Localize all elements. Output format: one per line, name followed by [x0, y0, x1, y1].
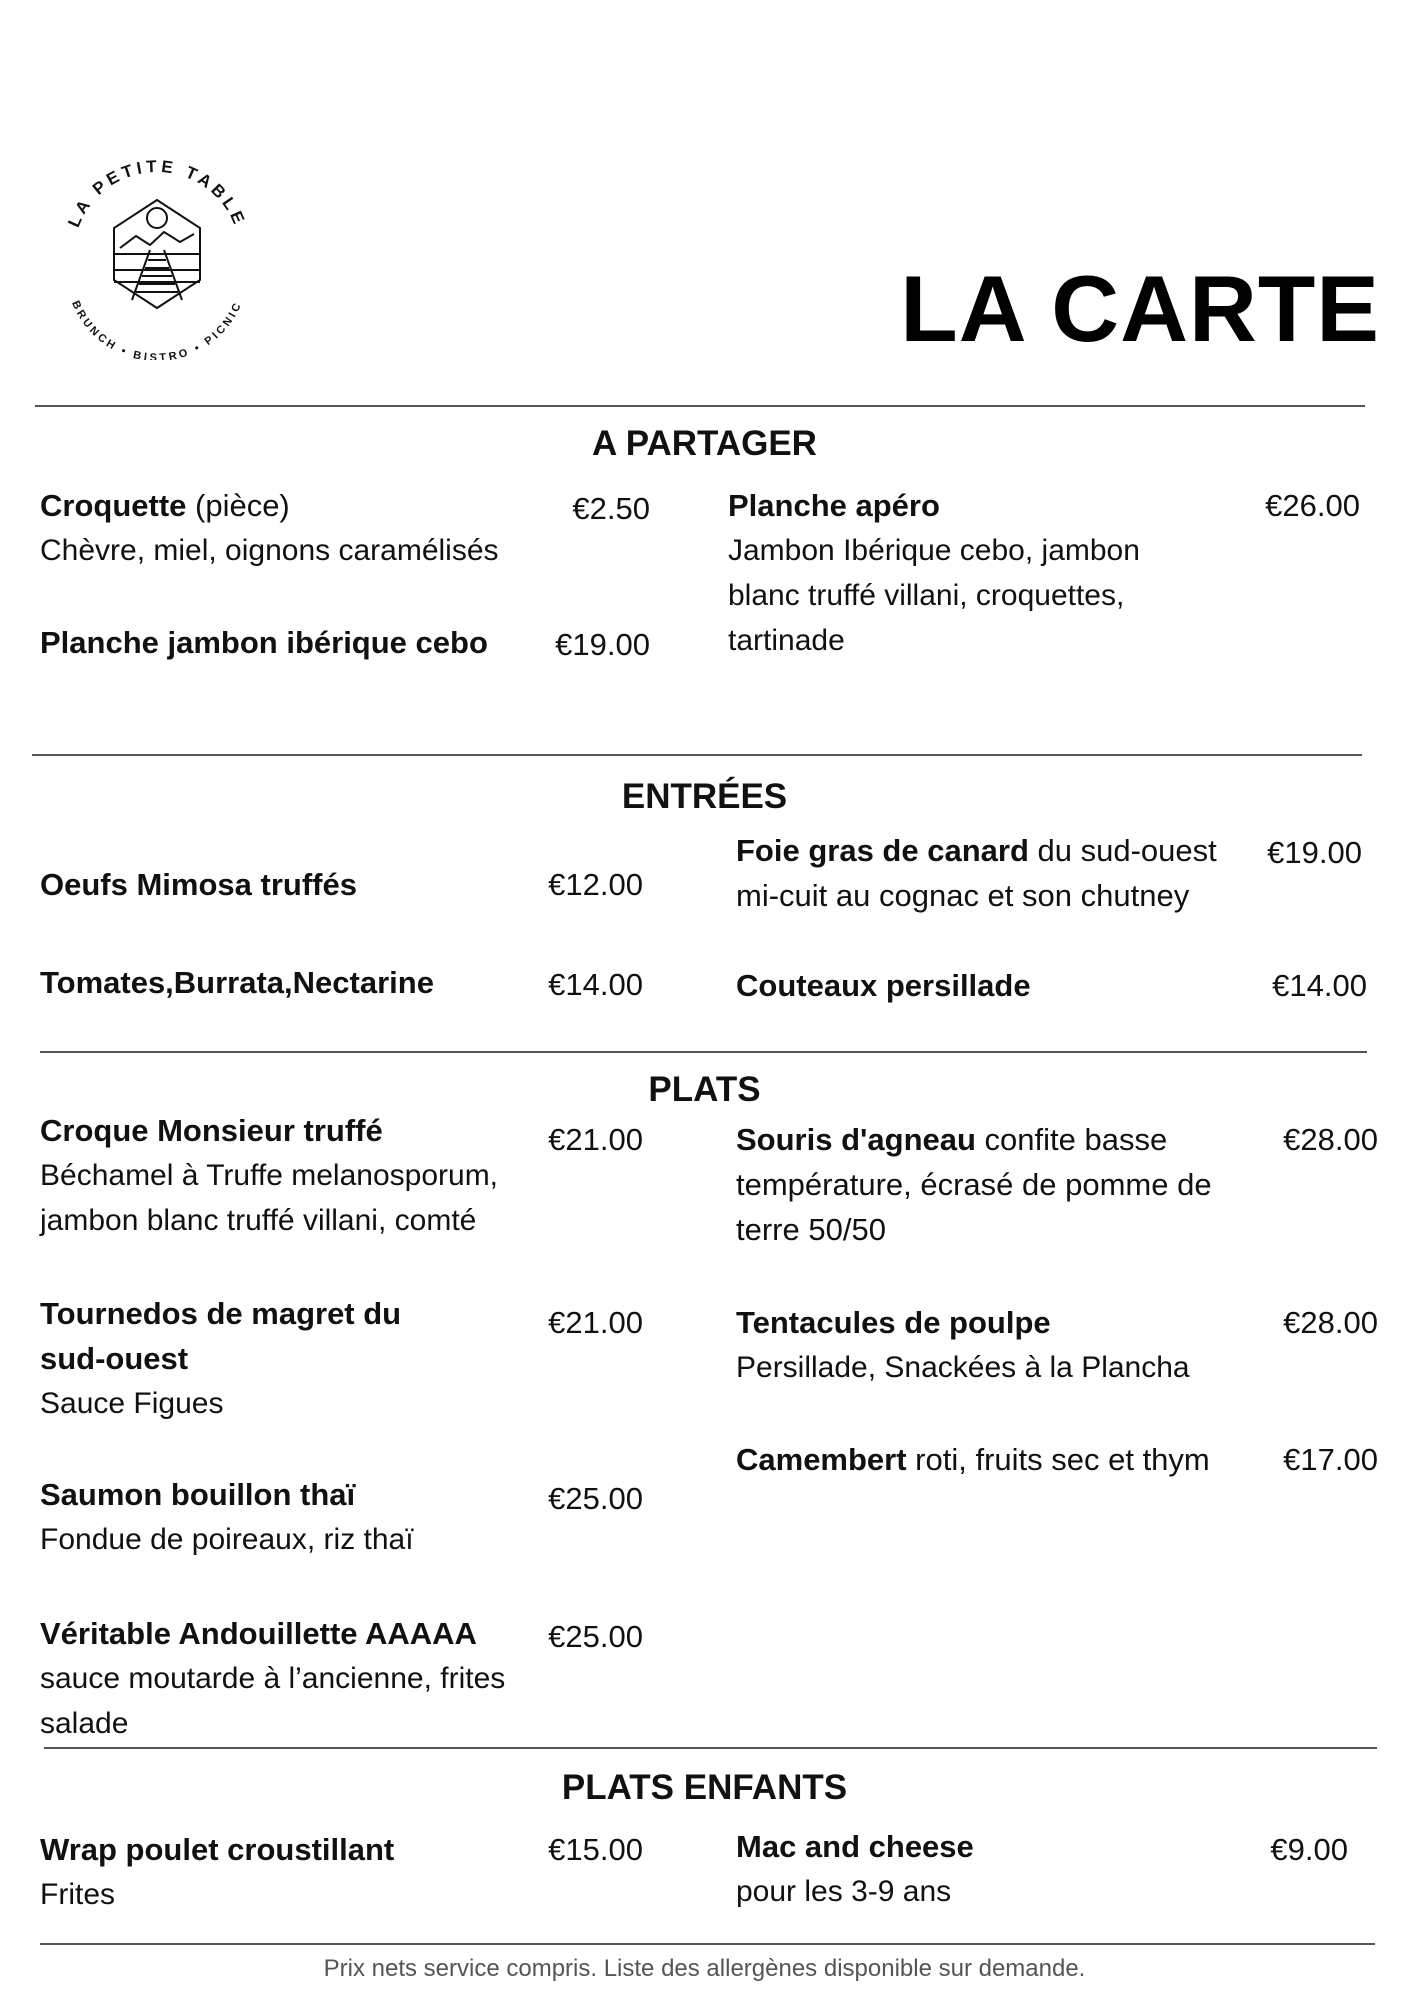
restaurant-logo	[52, 150, 262, 360]
item-name: Souris d'agneau	[736, 1122, 976, 1157]
menu-item-planche-apero	[728, 483, 1188, 663]
item-price: €28.00	[1283, 1122, 1378, 1157]
item-description: Béchamel à Truffe melanosporum, jambon blanc truffé villani, comté	[40, 1159, 499, 1237]
item-price: €14.00	[548, 967, 643, 1002]
menu-item-croquette	[40, 483, 560, 573]
section-title-enfants: PLATS ENFANTS	[561, 1768, 848, 1807]
item-name: Véritable Andouillette AAAAA	[40, 1616, 477, 1651]
item-name: Tentacules de poulpe	[736, 1305, 1051, 1340]
item-description: Fondue de poireaux, riz thaï	[40, 1523, 414, 1556]
item-description: pour les 3-9 ans	[736, 1875, 952, 1908]
menu-item-croque-monsieur	[40, 1108, 540, 1243]
item-name: Planche apéro	[728, 488, 940, 523]
menu-item-poulpe	[736, 1300, 1216, 1390]
divider	[44, 1747, 1377, 1749]
item-price: €19.00	[1267, 835, 1362, 870]
item-description: Jambon Ibérique cebo, jambon blanc truffé villani, croquettes, tartinade	[728, 534, 1140, 657]
menu-item-saumon	[40, 1472, 540, 1562]
item-description: Sauce Figues	[40, 1387, 224, 1420]
item-name: Saumon bouillon thaï	[40, 1477, 356, 1512]
item-name: Tournedos de magret du sud-ouest	[40, 1296, 402, 1376]
item-description: Chèvre, miel, oignons caramélisés	[40, 534, 499, 567]
item-price: €17.00	[1283, 1442, 1378, 1477]
item-description: sauce moutarde à l’ancienne, frites salade	[40, 1662, 506, 1740]
item-name-detail: confite basse température, écrasé de pomme de terre 50/50	[736, 1122, 1212, 1247]
footer-note: Prix nets service compris. Liste des allergènes disponible sur demande.	[323, 1955, 1086, 1982]
menu-item-wrap	[40, 1827, 540, 1917]
section-title-entrees: ENTRÉES	[621, 777, 788, 816]
menu-item-camembert	[736, 1437, 1256, 1482]
divider	[40, 1943, 1375, 1945]
menu-item-couteaux: Couteaux persillade	[736, 968, 1031, 1003]
menu-item-tomates-burrata: Tomates,Burrata,Nectarine	[40, 965, 434, 1000]
item-price: €21.00	[548, 1305, 643, 1340]
item-description: Persillade, Snackées à la Plancha	[736, 1351, 1190, 1384]
item-name-detail: (pièce)	[186, 488, 290, 523]
item-price: €26.00	[1265, 488, 1360, 523]
menu-item-foie-gras	[736, 828, 1226, 918]
menu-item-planche-jambon	[40, 620, 560, 665]
item-name: Wrap poulet croustillant	[40, 1832, 395, 1867]
menu-item-mac-cheese	[736, 1824, 1176, 1914]
item-price: €9.00	[1270, 1832, 1348, 1867]
menu-item-oeufs-mimosa: Oeufs Mimosa truffés	[40, 867, 357, 902]
item-name: Mac and cheese	[736, 1829, 974, 1864]
item-price: €28.00	[1283, 1305, 1378, 1340]
item-name: Foie gras de canard	[736, 833, 1029, 868]
item-price: €25.00	[548, 1619, 643, 1654]
svg-text:LA PETITE TABLE	[64, 157, 249, 230]
item-price: €21.00	[548, 1122, 643, 1157]
item-price: €25.00	[548, 1481, 643, 1516]
item-description: Frites	[40, 1878, 115, 1911]
item-price: €19.00	[555, 627, 650, 662]
menu-item-andouillette	[40, 1611, 540, 1746]
logo-text-bottom: BRUNCH • BISTRO • PICNIC	[69, 298, 245, 360]
item-price: €15.00	[548, 1832, 643, 1867]
menu-item-souris-agneau	[736, 1117, 1256, 1252]
item-price: €12.00	[548, 867, 643, 902]
divider	[32, 754, 1362, 756]
item-name: Croquette	[40, 488, 187, 523]
item-name-detail: roti, fruits sec et thym	[906, 1442, 1210, 1477]
divider	[35, 405, 1365, 407]
item-name: Planche jambon ibérique cebo	[40, 625, 488, 660]
item-name-detail: du sud-ouest mi-cuit au cognac et son chutney	[736, 833, 1217, 913]
section-title-plats: PLATS	[648, 1070, 761, 1109]
logo-text-top: LA PETITE TABLE	[64, 156, 250, 231]
item-name: Croque Monsieur truffé	[40, 1113, 383, 1148]
item-name: Camembert	[736, 1442, 907, 1477]
page-title: LA CARTE	[900, 256, 1380, 361]
section-title-partager: A PARTAGER	[592, 424, 817, 463]
divider	[40, 1051, 1367, 1053]
menu-item-tournedos	[40, 1291, 440, 1426]
item-price: €2.50	[572, 491, 650, 526]
item-price: €14.00	[1272, 968, 1367, 1003]
